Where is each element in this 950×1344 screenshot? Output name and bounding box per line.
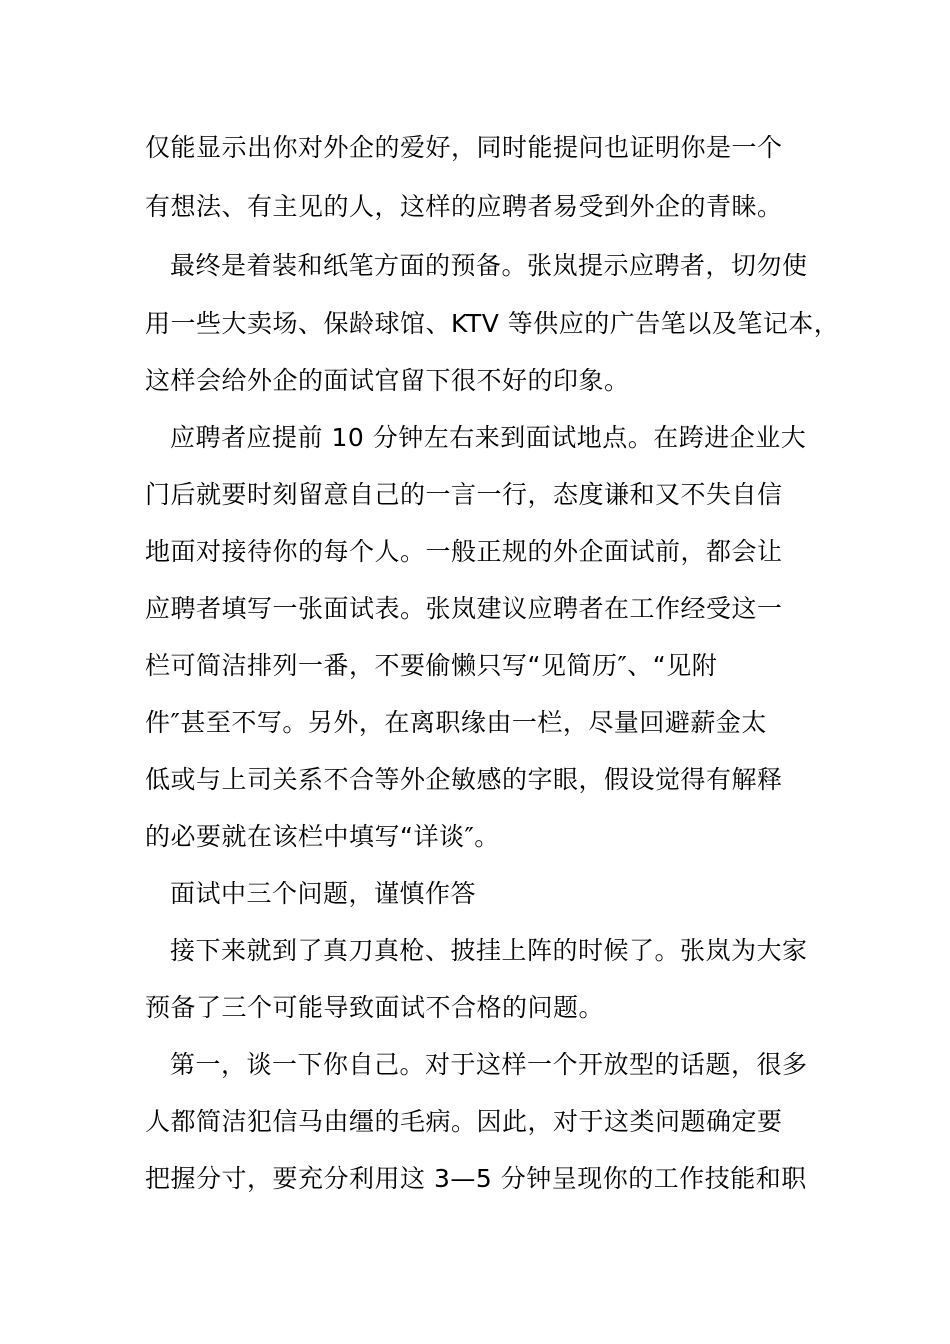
text-line: 用一些大卖场、保龄球馆、KTV 等供应的广告笔以及笔记本， [145,309,840,338]
text-line: 这样会给外企的面试官留下很不好的印象。 [145,366,630,395]
text-line: 仅能显示出你对外企的爱好，同时能提问也证明你是一个 [145,133,783,162]
text-line: 栏可简洁排列一番，不要偷懒只写“见简历″、“见附 [145,651,718,680]
paragraph-start-line: 最终是着装和纸笔方面的预备。张岚提示应聘者，切勿使 [170,251,808,280]
text-line: 人都简洁犯信马由缰的毛病。因此，对于这类问题确定要 [145,1107,783,1136]
text-line: 应聘者填写一张面试表。张岚建议应聘者在工作经受这一 [145,594,783,623]
paragraph-start-line: 应聘者应提前 10 分钟左右来到面试地点。在跨进企业大 [170,423,807,452]
text-line: 件″甚至不写。另外，在离职缘由一栏，尽量回避薪金太 [145,708,767,737]
text-line: 把握分寸，要充分利用这 3—5 分钟呈现你的工作技能和职 [145,1164,807,1193]
paragraph-start-line: 接下来就到了真刀真枪、披挂上阵的时候了。张岚为大家 [170,936,808,965]
text-line: 地面对接待你的每个人。一般正规的外企面试前，都会让 [145,537,783,566]
text-line: 的必要就在该栏中填写“详谈″。 [145,822,500,851]
text-line: 有想法、有主见的人，这样的应聘者易受到外企的青睐。 [145,192,783,221]
section-heading: 面试中三个问题，谨慎作答 [170,879,477,908]
text-line: 门后就要时刻留意自己的一言一行，态度谦和又不失自信 [145,480,783,509]
paragraph-start-line: 第一，谈一下你自己。对于这样一个开放型的话题，很多 [170,1050,808,1079]
text-line: 低或与上司关系不合等外企敏感的字眼，假设觉得有解释 [145,765,783,794]
text-line: 预备了三个可能导致面试不合格的问题。 [145,993,605,1022]
